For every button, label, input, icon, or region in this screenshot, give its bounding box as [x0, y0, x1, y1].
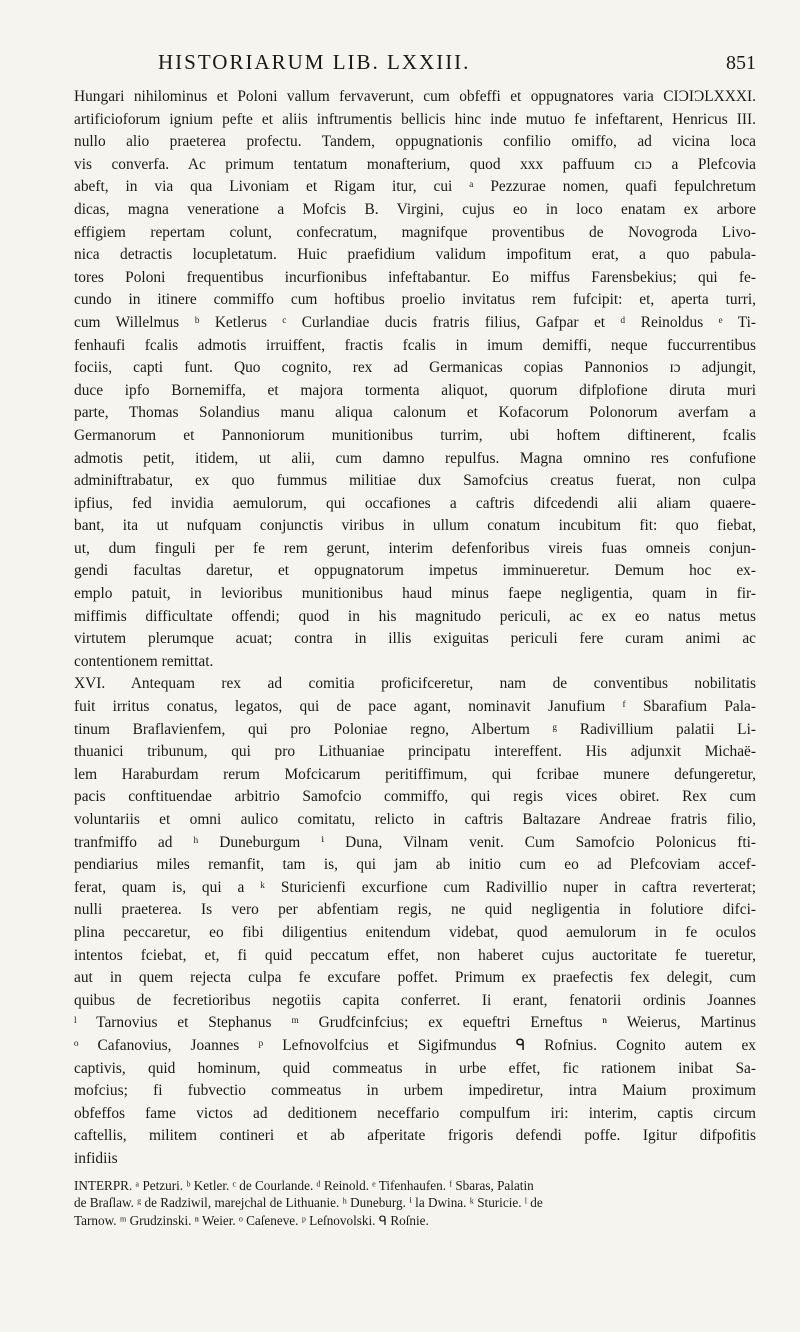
- text-line: pacis conftituendae arbitrio Samofcio commiffo, qui regis vices obiret. Rex cum: [74, 788, 756, 806]
- text-line: adminiftrabatur, ex quo fummus militiae dux Samofcius creatus fuerat, non culpa: [74, 472, 756, 490]
- running-head: [158, 50, 756, 86]
- text-line: bant, ita ut nufquam conjunctis viribus in ullum conatum incubitum fit: quo fiebat,: [74, 517, 756, 535]
- text-line: nullo alio praeterea profectu. Tandem, oppugnationis confilio omiffo, ad vicina loca: [74, 133, 756, 151]
- text-line: XVI. Antequam rex ad comitia proficifceretur, nam de conventibus nobilitatis: [74, 675, 756, 693]
- text-line: admotis petit, itidem, ut alii, cum damno repulfus. Magna omnino res confufione: [74, 449, 756, 467]
- text-line: ipfius, fed invidia aemulorum, qui occafiones a caftris difcedendi alii aliam quaere-: [74, 494, 756, 512]
- text-line: abeft, in via qua Livoniam et Rigam itur, cui ᵃ Pezzurae nomen, quafi fepulchretum: [74, 178, 756, 196]
- text-line: thuanici tribunum, qui pro Lithuaniae principatu intereffent. His adjunxit Michaë-: [74, 743, 756, 761]
- text-line: tranfmiffo ad ʰ Duneburgum ⁱ Duna, Vilnam venit. Cum Samofcio Polonicus fti-: [74, 833, 756, 851]
- text-line: plina peccaretur, eo fibi diligentius enitendum videbat, quod aemulorum in fe oculos: [74, 923, 756, 941]
- text-line: artificioforum ignium pefte et aliis inftrumentis bellicis hinc inde mutuo fe infeftarent, Henricus III.: [74, 110, 756, 128]
- body-text: [74, 86, 756, 1171]
- text-line: obfeffos fame victos ad deditionem neceffario compulfum iri: interim, captis circum: [74, 1104, 756, 1122]
- text-line: virtutem plerumque acuat; contra in illis exiguitas periculi fere curam animi ac: [74, 630, 756, 648]
- text-line: quibus de fecretioribus negotiis capita conferret. Ii erant, fenatorii ordinis Joannes: [74, 991, 756, 1009]
- text-line: vis converfa. Ac primum tentatum monafterium, quod xxx paffuum cıɔ a Plefcovia: [74, 155, 756, 173]
- text-line: fuit irritus conatus, legatos, qui de pace agant, nominavit Janufium ᶠ Sbarafium Pala-: [74, 698, 756, 716]
- running-head-title: HISTORIARUM LIB. LXXIII.: [158, 50, 471, 74]
- text-line: nica detractis locupletatum. Huic praefidium validum impofitum erat, a quo pabula-: [74, 246, 756, 264]
- text-line: tinum Braflavienfem, qui pro Poloniae regno, Albertum ᵍ Radivillium palatii Li-: [74, 720, 756, 738]
- text-line: parte, Thomas Solandius manu aliqua calonum et Kofacorum Polonorum averfam a: [74, 404, 756, 422]
- text-line: dicas, magna veneratione a Mofcis B. Virgini, cujus eo in loco enatam ex arbore: [74, 200, 756, 218]
- text-line: cundo in itinere commiffo cum hoftibus proelio invitatus rem fufcipit: et, aperta turri,: [74, 291, 756, 309]
- text-line: gendi facultas daretur, et oppugnatorum impetus imminueretur. Demum hoc ex-: [74, 562, 756, 580]
- text-line: contentionem remittat.: [74, 652, 214, 670]
- text-line: ˡ Tarnovius et Stephanus ᵐ Grudfcinfcius; ex equeftri Erneftus ⁿ Weierus, Martinus: [74, 1014, 756, 1032]
- text-line: miffimis difficultate offendi; quod in his magnitudo periculi, ac ex eo natus metus: [74, 607, 756, 625]
- text-line: tores Poloni frequentibus incurfionibus infeftabantur. Eo miffus Farensbekius; qui fe-: [74, 268, 756, 286]
- text-line: effigiem repertam colunt, confecratum, magnifque proventibus de Novogroda Livo-: [74, 223, 756, 241]
- text-line: infidiis: [74, 1149, 118, 1167]
- text-line: duce ipfo Bornemiffa, et majora tormenta aliquot, quorum difplofione diruta muri: [74, 381, 756, 399]
- footnote-line: de Braſlaw. ᵍ de Radziwil, marejchal de Lithuanie. ʰ Duneburg. ⁱ la Dwina. ᵏ Sturicie. ˡ de: [74, 1195, 543, 1210]
- text-line: intentos fciebat, et, fi quid peccatum effet, non haberet cujus auctoritate fe tueretur,: [74, 946, 756, 964]
- text-line: ferat, quam is, qui a ᵏ Sturicienfi excurfione cum Radivillio nuper in caftra reverterat;: [74, 878, 756, 896]
- text-line: mofcius; fi fubvectio commeatus in urbem impediretur, intra Maium proximum: [74, 1082, 756, 1100]
- text-line: captivis, quid hominum, quid commeatus in urbe effet, fic rationem inibat Sa-: [74, 1059, 756, 1077]
- text-line: aut in quem rejecta culpa fe excufare poffet. Primum ex praefectis fex delegit, cum: [74, 969, 756, 987]
- text-line: Germanorum et Pannoniorum munitionibus turrim, ubi hoftem diftinerent, fcalis: [74, 426, 756, 444]
- footnote-line: Tarnow. ᵐ Grudzinski. ⁿ Weier. ᵒ Caſeneve. ᵖ Leſnovolski. ᑫ Roſnie.: [74, 1212, 429, 1228]
- text-line: Hungari nihilominus et Poloni vallum fervaverunt, cum obfeffi et oppugnatores varia CIƆIƆLXXXI.: [74, 88, 756, 105]
- text-line: ᵒ Cafanovius, Joannes ᵖ Lefnovolfcius et Sigifmundus ᑫ Rofnius. Cognito autem ex: [74, 1036, 756, 1054]
- footnote-line: INTERPR. ᵃ Petzuri. ᵇ Ketler. ᶜ de Courlande. ᵈ Reinold. ᵉ Tifenhaufen. ᶠ Sbaras, Palatin: [74, 1177, 534, 1193]
- text-line: emplo patuit, in levioribus munitionibus haud minus faepe negligentia, quam in fir-: [74, 585, 756, 603]
- text-line: cum Willelmus ᵇ Ketlerus ᶜ Curlandiae ducis fratris filius, Gafpar et ᵈ Reinoldus ᵉ Ti-: [74, 313, 756, 331]
- page-number: 851: [726, 52, 756, 74]
- footnotes: [74, 1177, 756, 1230]
- text-line: caftellis, militem contineri et ab afperitate frigoris defendi poffe. Igitur difpofitis: [74, 1127, 756, 1145]
- text-line: voluntariis et omni aulico comitatu, relicto in caftris Baltazare Andreae fratris filio,: [74, 811, 756, 828]
- text-line: ut, dum finguli per fe rem gerunt, interim defenforibus vireis fuas omneis conjun-: [74, 539, 756, 557]
- text-line: pendiarius miles remanfit, tam is, qui jam ab initio cum eo ad Plefcoviam accef-: [74, 856, 756, 874]
- text-line: fociis, capti funt. Quo cognito, rex ad Germanicas copias Pannonios ɪɔ adjungit,: [74, 359, 756, 377]
- text-line: fenhaufi fcalis admotis irruiffent, fractis fcalis in imum demiffi, neque fuccurrentibus: [74, 336, 756, 354]
- text-line: lem Haraburdam rerum Mofcicarum peritiffimum, qui fcribae munere defungeretur,: [74, 765, 756, 783]
- text-line: nulli praeterea. Is vero per abfentiam regis, ne quid negligentia in folutiore difci-: [74, 901, 756, 919]
